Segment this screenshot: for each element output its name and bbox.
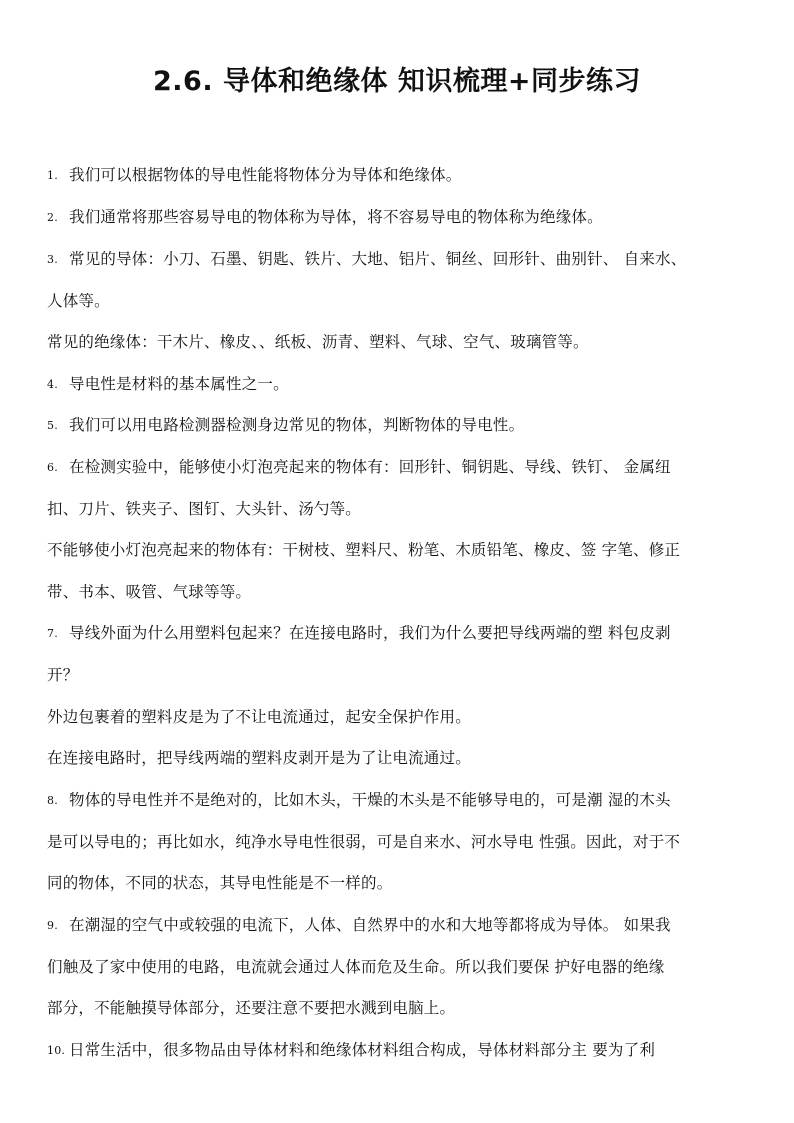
list-item-8	[47, 789, 757, 812]
list-item-6	[47, 456, 757, 479]
item-number: 4.	[47, 378, 58, 391]
paragraph-line: 部分，不能触摸导体部分，还要注意不要把水溅到电脑上。	[47, 999, 456, 1017]
item-text: 在潮湿的空气中或较强的电流下，人体、自然界中的水和大地等都将成为导体。 如果我	[69, 916, 671, 934]
list-item-3	[47, 248, 757, 271]
paragraph-line: 同的物体，不同的状态，其导电性能是不一样的。	[47, 874, 393, 892]
item-text: 物体的导电性并不是绝对的，比如木头，干燥的木头是不能够导电的，可是潮 湿的木头	[69, 791, 671, 809]
item-text: 我们通常将那些容易导电的物体称为导体，将不容易导电的物体称为绝缘体。	[69, 208, 603, 226]
paragraph-line: 人体等。	[47, 292, 110, 310]
list-item-2	[47, 206, 757, 229]
item-text: 我们可以根据物体的导电性能将物体分为导体和绝缘体。	[69, 166, 462, 184]
paragraph-line: 不能够使小灯泡亮起来的物体有：干树枝、塑料尺、粉笔、木质铅笔、橡皮、签 字笔、修正	[47, 541, 681, 559]
list-item-5	[47, 414, 757, 437]
item-number: 9.	[47, 919, 58, 932]
item-text: 日常生活中，很多物品由导体材料和绝缘体材料组合构成，导体材料部分主 要为了利	[69, 1041, 656, 1059]
paragraph-line: 扣、刀片、铁夹子、图钉、大头针、汤勺等。	[47, 500, 362, 518]
page-title: 2.6. 导体和绝缘体 知识梳理+同步练习	[152, 66, 641, 97]
list-item-9	[47, 914, 757, 937]
item-number: 10.	[47, 1044, 66, 1057]
item-text: 在检测实验中，能够使小灯泡亮起来的物体有：回形针、铜钥匙、导线、铁钉、 金属纽	[69, 458, 671, 476]
list-item-10	[47, 1039, 757, 1062]
item-number: 8.	[47, 794, 58, 807]
item-number: 3.	[47, 253, 58, 266]
paragraph-line: 开？	[47, 666, 79, 684]
item-text: 我们可以用电路检测器检测身边常见的物体，判断物体的导电性。	[69, 416, 525, 434]
paragraph-line: 外边包裹着的塑料皮是为了不让电流通过，起安全保护作用。	[47, 708, 471, 726]
item-number: 1.	[47, 169, 58, 182]
paragraph-line: 是可以导电的；再比如水，纯净水导电性很弱，可是自来水、河水导电 性强。因此，对于不	[47, 833, 681, 851]
list-item-4	[47, 373, 757, 396]
item-number: 6.	[47, 461, 58, 474]
item-number: 2.	[47, 211, 58, 224]
paragraph-line: 带、书本、吸管、气球等等。	[47, 583, 252, 601]
item-text: 常见的导体：小刀、石墨、钥匙、铁片、大地、铝片、铜丝、回形针、曲别针、 自来水、	[69, 250, 687, 268]
paragraph-line: 在连接电路时，把导线两端的塑料皮剥开是为了让电流通过。	[47, 749, 471, 767]
item-text: 导线外面为什么用塑料包起来？在连接电路时，我们为什么要把导线两端的塑 料包皮剥	[69, 624, 671, 642]
paragraph-line: 常见的绝缘体：干木片、橡皮、、纸板、沥青、塑料、气球、空气、玻璃管等。	[47, 333, 589, 351]
paragraph-line: 们触及了家中使用的电路，电流就会通过人体而危及生命。所以我们要保 护好电器的绝缘	[47, 958, 665, 976]
item-text: 导电性是材料的基本属性之一。	[69, 375, 289, 393]
list-item-1	[47, 164, 757, 187]
item-number: 7.	[47, 627, 58, 640]
list-item-7	[47, 622, 757, 645]
item-number: 5.	[47, 419, 58, 432]
